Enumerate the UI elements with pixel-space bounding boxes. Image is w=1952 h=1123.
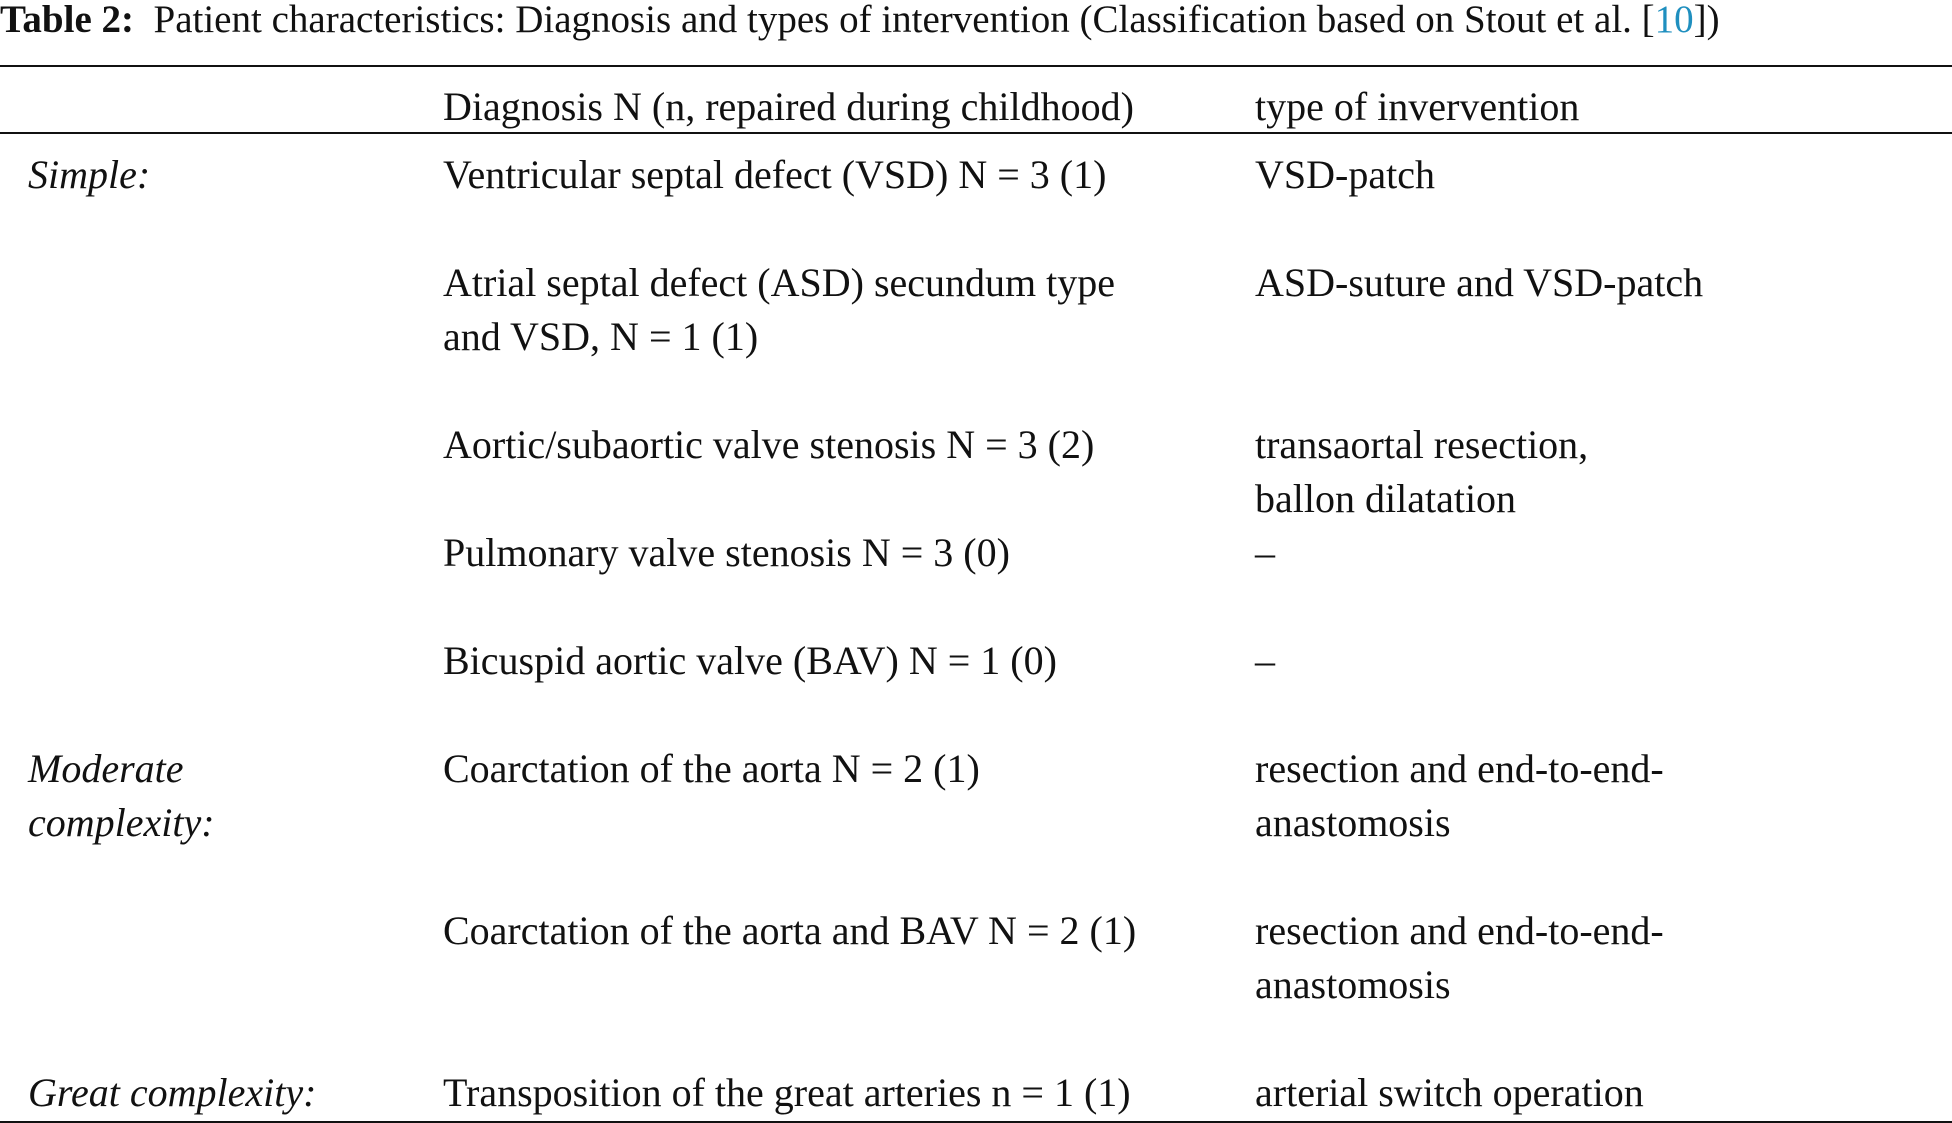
intervention-cell: resection and end-to-end-: [1255, 746, 1664, 791]
diagnosis-cell: Transposition of the great arteries n = 1 (1): [443, 1070, 1131, 1115]
diagnosis-cell: Coarctation of the aorta and BAV N = 2 (1): [443, 908, 1137, 953]
intervention-cell-line2: anastomosis: [1255, 800, 1451, 845]
intervention-cell: resection and end-to-end-: [1255, 908, 1664, 953]
intervention-cell-line2: ballon dilatation: [1255, 476, 1517, 521]
intervention-cell: ASD-suture and VSD-patch: [1255, 260, 1704, 305]
intervention-cell: –: [1255, 638, 1275, 683]
header-intervention: type of invervention: [1255, 84, 1580, 129]
diagnosis-cell: Aortic/subaortic valve stenosis N = 3 (2): [443, 422, 1095, 467]
diagnosis-cell: Bicuspid aortic valve (BAV) N = 1 (0): [443, 638, 1057, 683]
table-top-rule: [0, 65, 1952, 67]
header-diagnosis: Diagnosis N (n, repaired during childhood): [443, 84, 1134, 129]
intervention-cell: VSD-patch: [1255, 152, 1435, 197]
table-label: Table 2:: [0, 0, 135, 41]
diagnosis-cell-line2: and VSD, N = 1 (1): [443, 314, 759, 359]
intervention-cell: –: [1255, 530, 1275, 575]
citation-link[interactable]: 10: [1654, 0, 1694, 41]
diagnosis-cell: Pulmonary valve stenosis N = 3 (0): [443, 530, 1010, 575]
category-simple: Simple:: [28, 152, 151, 197]
diagnosis-cell: Ventricular septal defect (VSD) N = 3 (1): [443, 152, 1107, 197]
intervention-cell: transaortal resection,: [1255, 422, 1589, 467]
diagnosis-cell: Atrial septal defect (ASD) secundum type: [443, 260, 1116, 305]
category-moderate: Moderate: [28, 746, 184, 791]
intervention-cell-line2: anastomosis: [1255, 962, 1451, 1007]
caption-text-end: ]): [1693, 0, 1720, 41]
table-caption: [0, 0, 1952, 40]
table-header-rule: [0, 132, 1952, 134]
caption-text: Patient characteristics: Diagnosis and types of intervention (Classification based on Stout et al. [: [153, 0, 1655, 41]
category-moderate-line2: complexity:: [28, 800, 215, 845]
diagnosis-cell: Coarctation of the aorta N = 2 (1): [443, 746, 980, 791]
intervention-cell: arterial switch operation: [1255, 1070, 1644, 1115]
category-great: Great complexity:: [28, 1070, 317, 1115]
